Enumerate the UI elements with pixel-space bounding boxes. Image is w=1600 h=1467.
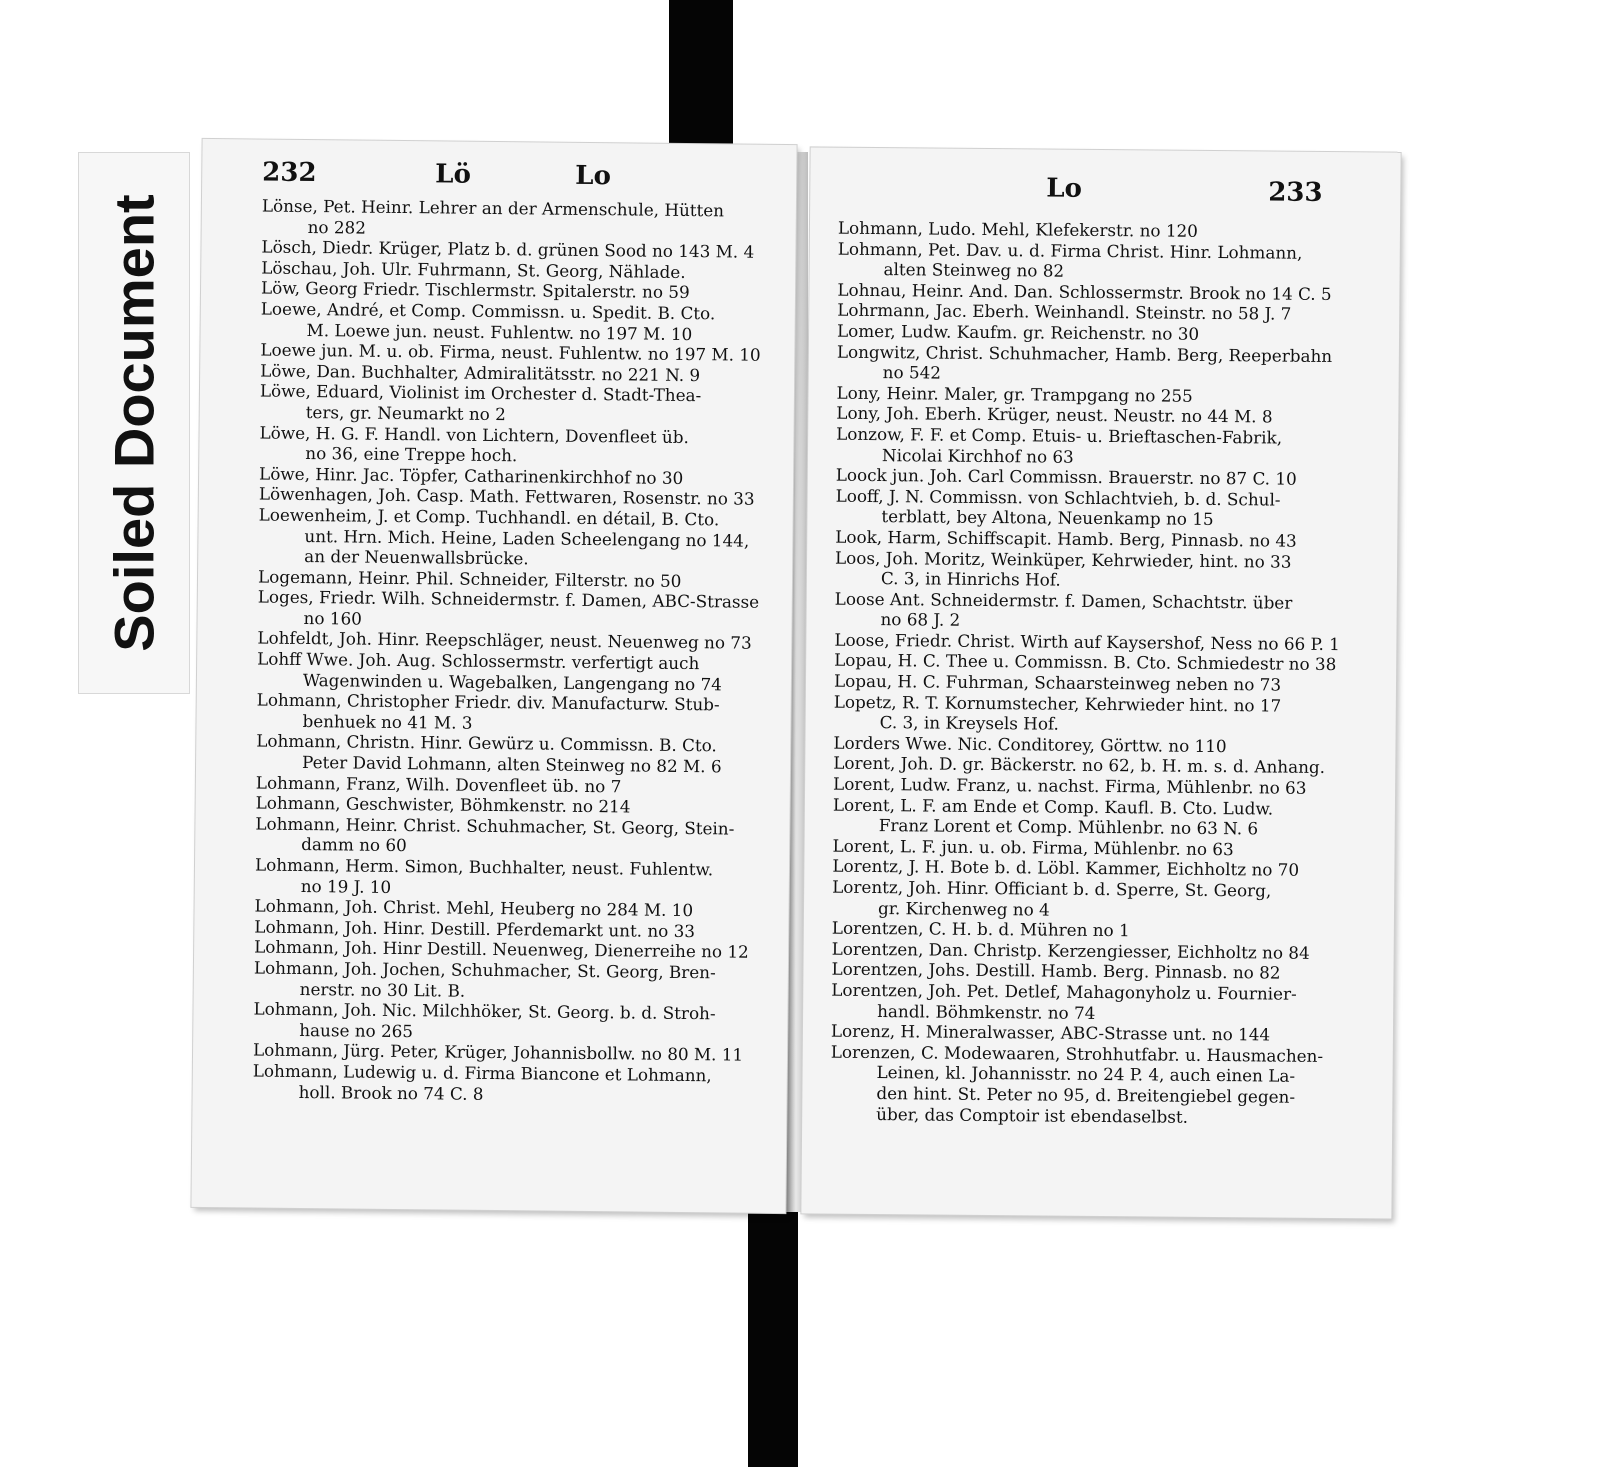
entry-line: Löw, Georg Friedr. Tischlermstr. Spitalerstr. no 59 <box>260 277 690 303</box>
entry-line: Lohmann, Pet. Dav. u. d. Firma Christ. Hinr. Lohmann, <box>837 238 1303 263</box>
entry-line: Lorentz, J. H. Bote b. d. Löbl. Kammer, Eichholtz no 70 <box>832 856 1300 881</box>
entry-line: Lorentzen, Joh. Pet. Detlef, Mahagonyholz u. Fournier- <box>831 979 1297 1004</box>
entry-line: Lohmann, Joh. Hinr Destill. Neuenweg, Dienerreihe no 12 <box>254 936 749 963</box>
entry-line: Löwe, Hinr. Jac. Töpfer, Catharinenkirchhof no 30 <box>259 463 684 488</box>
entry-line: Lomer, Ludw. Kaufm. gr. Reichenstr. no 30 <box>836 320 1200 344</box>
stamp-text: Soiled Document <box>102 194 166 652</box>
entry-continuation: nerstr. no 30 Lit. B. <box>299 978 466 1001</box>
entry-line: Lohmann, Jürg. Peter, Krüger, Johannisbollw. no 80 M. 11 <box>252 1039 744 1065</box>
entry-line: Lohrmann, Jac. Eberh. Weinhandl. Steinstr. no 58 J. 7 <box>837 300 1292 325</box>
entry-line: Lohnau, Heinr. And. Dan. Schlossermstr. Brook no 14 C. 5 <box>837 279 1332 304</box>
entry-continuation: holl. Brook no 74 C. 8 <box>298 1081 484 1104</box>
directory-entry <box>838 238 1350 284</box>
entry-line: Lopetz, R. T. Kornumstecher, Kehrwieder hint. no 17 <box>833 691 1282 716</box>
entry-continuation: alten Steinweg no 82 <box>883 259 1065 281</box>
entry-continuation: ters, gr. Neumarkt no 2 <box>305 401 506 425</box>
entry-continuation: M. Loewe jun. neust. Fuhlentw. no 197 M. 10 <box>306 319 693 344</box>
directory-entry <box>830 1041 1343 1128</box>
entry-line: Lorentz, Joh. Hinr. Officiant b. d. Sperre, St. Georg, <box>832 876 1272 901</box>
entry-line: Lohmann, Ludo. Mehl, Klefekerstr. no 120 <box>837 217 1199 241</box>
entry-line: Lohmann, Ludewig u. d. Firma Biancone et Lohmann, <box>252 1060 712 1086</box>
left-heading-primary: Lö <box>435 159 472 190</box>
directory-entry <box>257 587 761 633</box>
directory-entry <box>253 999 757 1045</box>
directory-entry <box>835 485 1347 531</box>
entry-continuation: no 36, eine Treppe hoch. <box>305 443 518 466</box>
entry-line: Loewe jun. M. u. ob. Firma, neust. Fuhlentw. no 197 M. 10 <box>260 339 761 365</box>
entry-line: Lohmann, Herm. Simon, Buchhalter, neust. Fuhlentw. <box>254 854 714 880</box>
directory-entry <box>831 980 1343 1026</box>
entry-line: Lorentzen, Dan. Christp. Kerzengiesser, Eichholtz no 84 <box>831 938 1310 963</box>
entry-line: Lohmann, Joh. Nic. Milchhöker, St. Georg. b. d. Stroh- <box>253 998 716 1024</box>
entry-line: Loock jun. Joh. Carl Commissn. Brauerstr. no 87 C. 10 <box>835 464 1297 489</box>
entry-line: Longwitz, Christ. Schuhmacher, Hamb. Berg, Reeperbahn <box>836 341 1333 366</box>
directory-entry <box>254 957 758 1003</box>
entry-continuation: terblatt, bey Altona, Neuenkamp no 15 <box>881 506 1214 530</box>
left-heading-secondary: Lo <box>575 160 612 192</box>
left-page <box>191 139 796 1213</box>
entry-continuation: damm no 60 <box>301 834 407 856</box>
entry-continuation: no 542 <box>882 362 942 383</box>
directory-entry <box>833 794 1345 840</box>
entry-line: Lorders Wwe. Nic. Conditorey, Görttw. no 110 <box>833 732 1227 756</box>
directory-entry <box>258 504 763 571</box>
right-heading: Lo <box>1046 173 1083 204</box>
directory-entry <box>255 855 759 901</box>
right-page-header <box>810 165 1400 210</box>
entry-line: Logemann, Heinr. Phil. Schneider, Filterstr. no 50 <box>257 566 682 591</box>
entry-line: Lony, Joh. Eberh. Krüger, neust. Neustr. no 44 M. 8 <box>836 403 1273 427</box>
entry-line: Lorent, Ludw. Franz, u. nachst. Firma, Mühlenbr. no 63 <box>833 773 1307 798</box>
entry-continuation: Leinen, kl. Johannisstr. no 24 P. 4, auch einen La- <box>876 1062 1296 1087</box>
directory-entry <box>835 547 1347 593</box>
entry-line: Lohmann, Christopher Friedr. div. Manufacturw. Stub- <box>256 689 720 715</box>
left-page-number: 232 <box>262 157 317 189</box>
entry-continuation: hause no 265 <box>299 1019 414 1041</box>
entry-line: Lorent, L. F. jun. u. ob. Firma, Mühlenbr. no 63 <box>832 835 1234 859</box>
entry-line: Loos, Joh. Moritz, Weinküper, Kehrwieder, hint. no 33 <box>835 547 1292 572</box>
entry-line: Löschau, Joh. Ulr. Fuhrmann, St. Georg, Nählade. <box>261 257 686 282</box>
right-entry-list <box>830 218 1350 1129</box>
spine-shadow-top <box>669 0 733 162</box>
entry-line: Lohmann, Joh. Hinr. Destill. Pferdemarkt unt. no 33 <box>254 916 696 941</box>
entry-line: Lorent, L. F. am Ende et Comp. Kaufl. B. Cto. Ludw. <box>832 794 1274 819</box>
entry-continuation: benhuek no 41 M. 3 <box>302 710 473 733</box>
entry-line: Lösch, Diedr. Krüger, Platz b. d. grünen Sood no 143 M. 4 <box>261 236 755 262</box>
directory-entry <box>836 424 1348 470</box>
entry-line: Löwenhagen, Joh. Casp. Math. Fettwaren, Rosenstr. no 33 <box>258 483 755 510</box>
entry-line: Lopau, H. C. Thee u. Commissn. B. Cto. Schmiedestr no 38 <box>834 650 1337 675</box>
directory-entry <box>834 588 1346 634</box>
entry-line: Lonzow, F. F. et Comp. Etuis- u. Brieftaschen-Fabrik, <box>836 423 1283 448</box>
entry-line: Lorenzen, C. Modewaaren, Strohhutfabr. u. Hausmachen- <box>830 1041 1324 1066</box>
entry-line: Lohfeldt, Joh. Hinr. Reepschläger, neust. Neuenweg no 73 <box>257 627 752 654</box>
spine-shadow-bottom <box>748 1198 798 1467</box>
directory-entry <box>255 813 759 859</box>
entry-line: Lopau, H. C. Fuhrman, Schaarsteinweg neben no 73 <box>833 670 1282 695</box>
entry-line: Lorenz, H. Mineralwasser, ABC-Strasse unt. no 144 <box>830 1020 1271 1045</box>
right-page <box>801 147 1400 1218</box>
entry-continuation: no 282 <box>307 216 367 238</box>
entry-line: Lohff Wwe. Joh. Aug. Schlossermstr. verfertigt auch <box>257 648 700 674</box>
entry-continuation: C. 3, in Kreysels Hof. <box>879 712 1060 734</box>
entry-line: Loewe, André, et Comp. Commissn. u. Spedit. B. Cto. <box>260 298 716 324</box>
entry-line: Loewenheim, J. et Comp. Tuchhandl. en détail, B. Cto. <box>258 504 720 530</box>
entry-continuation: no 68 J. 2 <box>880 609 961 631</box>
entry-line: Lohmann, Christn. Hinr. Gewürz u. Commissn. B. Cto. <box>256 730 717 756</box>
entry-continuation: gr. Kirchenweg no 4 <box>877 897 1050 920</box>
entry-line: Lohmann, Geschwister, Böhmkenstr. no 214 <box>255 792 631 817</box>
directory-entry <box>260 381 764 427</box>
directory-entry <box>256 731 760 777</box>
entry-line: Lorentzen, Johs. Destill. Hamb. Berg. Pinnasb. no 82 <box>831 959 1281 983</box>
entry-continuation: no 19 J. 10 <box>300 875 392 897</box>
entry-continuation: den hint. St. Peter no 95, d. Breitengiebel gegen- <box>876 1082 1296 1107</box>
entry-continuation: Franz Lorent et Comp. Mühlenbr. no 63 N. 6 <box>878 815 1259 839</box>
entry-line: Lohmann, Joh. Christ. Mehl, Heuberg no 284 M. 10 <box>254 895 694 921</box>
entry-line: Loose, Friedr. Christ. Wirth auf Kaysershof, Ness no 66 P. 1 <box>834 629 1340 654</box>
directory-entry <box>257 649 761 695</box>
left-entry-list <box>253 196 766 1107</box>
directory-entry <box>253 1060 757 1106</box>
entry-line: Loges, Friedr. Wilh. Schneidermstr. f. Damen, ABC-Strasse <box>257 586 760 613</box>
directory-entry <box>259 422 763 468</box>
entry-line: Löwe, Eduard, Violinist im Orchester d. Stadt-Thea- <box>259 380 702 406</box>
entry-line: Lorentzen, C. H. b. d. Mühren no 1 <box>831 917 1130 941</box>
entry-line: Lony, Heinr. Maler, gr. Trampgang no 255 <box>836 382 1193 406</box>
entry-line: Looff, J. N. Commissn. von Schlachtvieh, b. d. Schul- <box>835 485 1281 510</box>
entry-line: Loose Ant. Schneidermstr. f. Damen, Schachtstr. über <box>834 588 1293 613</box>
entry-continuation: unt. Hrn. Mich. Heine, Laden Scheelengang no 144, <box>304 525 750 551</box>
directory-entry <box>262 196 766 242</box>
entry-line: Lönse, Pet. Heinr. Lehrer an der Armenschule, Hütten <box>261 195 725 221</box>
entry-continuation: über, das Comptoir ist ebendaselbst. <box>876 1103 1189 1127</box>
entry-continuation: Peter David Lohmann, alten Steinweg no 82 M. 6 <box>301 752 722 777</box>
entry-line: Löwe, Dan. Buchhalter, Admiralitätsstr. no 221 N. 9 <box>260 360 701 385</box>
directory-entry <box>261 299 765 345</box>
entry-line: Lorent, Joh. D. gr. Bäckerstr. no 62, b. H. m. s. d. Anhang. <box>833 753 1326 778</box>
entry-line: Löwe, H. G. F. Handl. von Lichtern, Dovenfleet üb. <box>259 422 689 447</box>
directory-entry <box>837 341 1349 387</box>
right-page-number: 233 <box>1268 177 1323 208</box>
entry-continuation: Wagenwinden u. Wagebalken, Langengang no 74 <box>302 669 722 695</box>
directory-entry <box>256 690 760 736</box>
entry-line: Lohmann, Franz, Wilh. Dovenfleet üb. no 7 <box>255 772 622 796</box>
entry-continuation: an der Neuenwallsbrücke. <box>304 546 529 569</box>
entry-continuation: Nicolai Kirchhof no 63 <box>881 444 1074 467</box>
entry-line: Lohmann, Joh. Jochen, Schuhmacher, St. Georg, Bren- <box>253 957 716 983</box>
soiled-document-stamp <box>78 152 190 694</box>
entry-continuation: C. 3, in Hinrichs Hof. <box>880 568 1061 590</box>
entry-continuation: handl. Böhmkenstr. no 74 <box>877 1000 1096 1023</box>
entry-line: Look, Harm, Schiffscapit. Hamb. Berg, Pinnasb. no 43 <box>835 526 1297 551</box>
directory-entry <box>834 691 1346 737</box>
directory-entry <box>832 877 1344 923</box>
entry-continuation: no 160 <box>303 607 362 629</box>
entry-line: Lohmann, Heinr. Christ. Schuhmacher, St. Georg, Stein- <box>255 813 735 839</box>
